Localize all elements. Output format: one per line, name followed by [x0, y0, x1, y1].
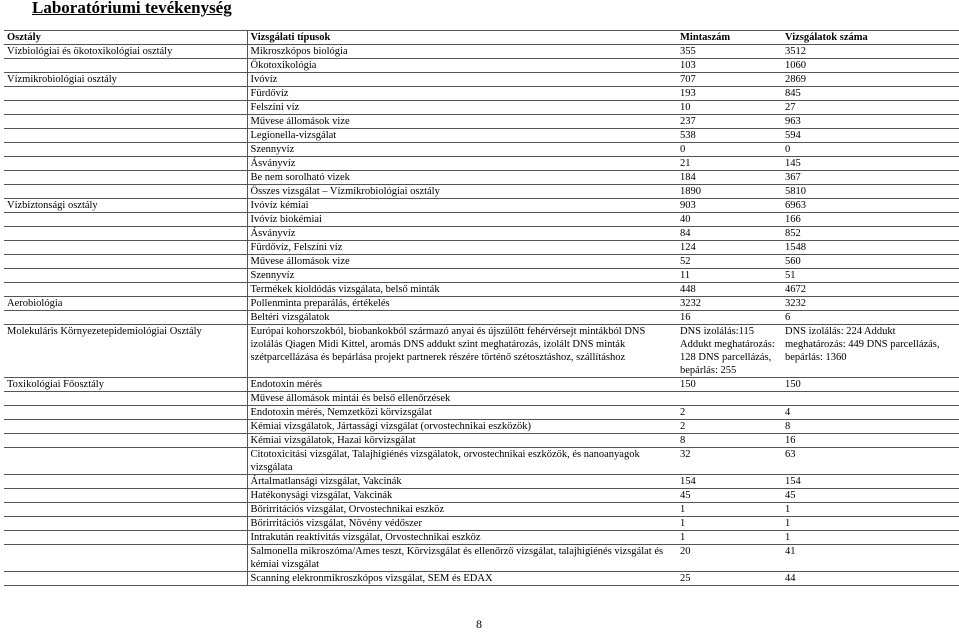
- test-type-cell: Scanning elekronmikroszkópos vizsgálat, SEM és EDAX: [247, 572, 677, 586]
- column-header-department: Osztály: [4, 31, 247, 45]
- test-count-cell: 27: [782, 101, 959, 115]
- test-type-cell: Művese állomások mintái és belső ellenőrzések: [247, 392, 677, 406]
- department-cell: [4, 255, 247, 269]
- test-count-cell: DNS izolálás: 224 Addukt meghatározás: 449 DNS parcellázás, bepárlás: 1360: [782, 325, 959, 378]
- test-type-cell: Beltéri vizsgálatok: [247, 311, 677, 325]
- test-type-cell: Felszíni víz: [247, 101, 677, 115]
- test-count-cell: 1548: [782, 241, 959, 255]
- department-cell: [4, 115, 247, 129]
- table-row: [4, 129, 959, 143]
- department-cell: [4, 171, 247, 185]
- table-row: [4, 572, 959, 586]
- test-type-cell: Citotoxicitási vizsgálat, Talajhigiénés vizsgálatok, orvostechnikai eszközök, és nanoanyagok vizsgálata: [247, 448, 677, 475]
- test-count-cell: 1060: [782, 59, 959, 73]
- table-row: [4, 434, 959, 448]
- department-cell: [4, 311, 247, 325]
- test-count-cell: 0: [782, 143, 959, 157]
- test-count-cell: 367: [782, 171, 959, 185]
- column-header-test-type: Vizsgálati típusok: [247, 31, 677, 45]
- sample-count-cell: 538: [677, 129, 782, 143]
- table-row: [4, 199, 959, 213]
- test-type-cell: Európai kohorszokból, biobankokból származó anyai és újszülött fehérvérsejt mintákból DNS izolálás Qiagen Midi Kittel, aromás DNS addukt szint meghatározás, izolált DNS minták szétparcellázása és bepárlása projekt partnerek részére történő szétosztáshoz, szállításhoz: [247, 325, 677, 378]
- test-count-cell: 150: [782, 378, 959, 392]
- test-count-cell: 852: [782, 227, 959, 241]
- sample-count-cell: 103: [677, 59, 782, 73]
- sample-count-cell: 1890: [677, 185, 782, 199]
- table-row: [4, 406, 959, 420]
- department-cell: [4, 241, 247, 255]
- test-count-cell: 560: [782, 255, 959, 269]
- sample-count-cell: 1: [677, 517, 782, 531]
- page-number: 8: [476, 617, 482, 631]
- sample-count-cell: 11: [677, 269, 782, 283]
- sample-count-cell: 193: [677, 87, 782, 101]
- test-count-cell: 1: [782, 531, 959, 545]
- sample-count-cell: 1: [677, 503, 782, 517]
- sample-count-cell: 355: [677, 45, 782, 59]
- table-row: [4, 213, 959, 227]
- test-count-cell: 594: [782, 129, 959, 143]
- department-cell: [4, 448, 247, 475]
- department-cell: [4, 475, 247, 489]
- test-count-cell: 1: [782, 517, 959, 531]
- test-type-cell: Fürdővíz: [247, 87, 677, 101]
- test-type-cell: Szennyvíz: [247, 269, 677, 283]
- test-type-cell: Pollenminta preparálás, értékelés: [247, 297, 677, 311]
- table-row: [4, 171, 959, 185]
- table-row: [4, 503, 959, 517]
- table-row: [4, 143, 959, 157]
- table-row: [4, 269, 959, 283]
- department-cell: Vízbiológiai és ökotoxikológiai osztály: [4, 45, 247, 59]
- sample-count-cell: 1: [677, 531, 782, 545]
- sample-count-cell: 124: [677, 241, 782, 255]
- table-row: [4, 531, 959, 545]
- test-count-cell: 1: [782, 503, 959, 517]
- department-cell: [4, 420, 247, 434]
- department-cell: [4, 392, 247, 406]
- table-header-row: [4, 31, 959, 45]
- table-row: [4, 185, 959, 199]
- department-cell: [4, 283, 247, 297]
- test-type-cell: Ásványvíz: [247, 157, 677, 171]
- table-row: [4, 392, 959, 406]
- test-type-cell: Ökotoxikológia: [247, 59, 677, 73]
- sample-count-cell: 707: [677, 73, 782, 87]
- test-type-cell: Ivóvíz: [247, 73, 677, 87]
- department-cell: Toxikológiai Főosztály: [4, 378, 247, 392]
- test-count-cell: 145: [782, 157, 959, 171]
- test-type-cell: Művese állomások vize: [247, 255, 677, 269]
- sample-count-cell: 2: [677, 420, 782, 434]
- test-count-cell: 41: [782, 545, 959, 572]
- table-row: [4, 255, 959, 269]
- table-row: [4, 241, 959, 255]
- test-count-cell: 3232: [782, 297, 959, 311]
- department-cell: [4, 129, 247, 143]
- table-row: [4, 283, 959, 297]
- table-row: [4, 448, 959, 475]
- test-type-cell: Termékek kioldódás vizsgálata, belső minták: [247, 283, 677, 297]
- test-type-cell: Endotoxin mérés: [247, 378, 677, 392]
- department-cell: [4, 143, 247, 157]
- table-row: [4, 489, 959, 503]
- sample-count-cell: 150: [677, 378, 782, 392]
- test-count-cell: 4672: [782, 283, 959, 297]
- test-count-cell: [782, 392, 959, 406]
- table-row: [4, 45, 959, 59]
- test-count-cell: 4: [782, 406, 959, 420]
- table-row: [4, 73, 959, 87]
- test-count-cell: 51: [782, 269, 959, 283]
- sample-count-cell: 154: [677, 475, 782, 489]
- sample-count-cell: 52: [677, 255, 782, 269]
- sample-count-cell: 0: [677, 143, 782, 157]
- sample-count-cell: 20: [677, 545, 782, 572]
- test-count-cell: 5810: [782, 185, 959, 199]
- test-type-cell: Bőrirritációs vizsgálat, Orvostechnikai eszköz: [247, 503, 677, 517]
- test-type-cell: Salmonella mikroszóma/Ames teszt, Körvizsgálat és ellenőrző vizsgálat, talajhigiénés vizsgálat és kémiai vizsgálat: [247, 545, 677, 572]
- department-cell: [4, 87, 247, 101]
- test-count-cell: 845: [782, 87, 959, 101]
- department-cell: [4, 185, 247, 199]
- department-cell: [4, 157, 247, 171]
- sample-count-cell: 10: [677, 101, 782, 115]
- test-type-cell: Intrakután reaktivitás vizsgálat, Orvostechnikai eszköz: [247, 531, 677, 545]
- sample-count-cell: [677, 392, 782, 406]
- lab-activity-table: [4, 30, 959, 586]
- test-type-cell: Legionella-vizsgálat: [247, 129, 677, 143]
- test-type-cell: Ártalmatlansági vizsgálat, Vakcinák: [247, 475, 677, 489]
- table-row: [4, 378, 959, 392]
- test-type-cell: Kémiai vizsgálatok, Hazai körvizsgálat: [247, 434, 677, 448]
- department-cell: [4, 434, 247, 448]
- table-row: [4, 420, 959, 434]
- test-count-cell: 963: [782, 115, 959, 129]
- sample-count-cell: DNS izolálás:115 Addukt meghatározás: 128 DNS parcellázás, bepárlás: 255: [677, 325, 782, 378]
- test-count-cell: 166: [782, 213, 959, 227]
- test-count-cell: 6: [782, 311, 959, 325]
- test-type-cell: Ivóvíz biokémiai: [247, 213, 677, 227]
- table-row: [4, 325, 959, 378]
- department-cell: [4, 517, 247, 531]
- department-cell: [4, 59, 247, 73]
- sample-count-cell: 184: [677, 171, 782, 185]
- test-type-cell: Bőrirritációs vizsgálat, Növény védőszer: [247, 517, 677, 531]
- test-type-cell: Endotoxin mérés, Nemzetközi körvizsgálat: [247, 406, 677, 420]
- test-type-cell: Kémiai vizsgálatok, Jártassági vizsgálat (orvostechnikai eszközök): [247, 420, 677, 434]
- department-cell: [4, 489, 247, 503]
- sample-count-cell: 21: [677, 157, 782, 171]
- table-row: [4, 297, 959, 311]
- page-title: Laboratóriumi tevékenység: [32, 0, 232, 17]
- test-count-cell: 44: [782, 572, 959, 586]
- table-row: [4, 517, 959, 531]
- department-cell: [4, 545, 247, 572]
- test-count-cell: 154: [782, 475, 959, 489]
- department-cell: Vízmikrobiológiai osztály: [4, 73, 247, 87]
- sample-count-cell: 84: [677, 227, 782, 241]
- table-row: [4, 545, 959, 572]
- test-count-cell: 2869: [782, 73, 959, 87]
- department-cell: [4, 572, 247, 586]
- department-cell: [4, 503, 247, 517]
- test-count-cell: 6963: [782, 199, 959, 213]
- test-count-cell: 63: [782, 448, 959, 475]
- department-cell: Aerobiológia: [4, 297, 247, 311]
- test-type-cell: Ivóvíz kémiai: [247, 199, 677, 213]
- sample-count-cell: 25: [677, 572, 782, 586]
- table-row: [4, 311, 959, 325]
- test-type-cell: Be nem sorolható vizek: [247, 171, 677, 185]
- department-cell: [4, 227, 247, 241]
- department-cell: Molekuláris Környezetepidemiológiai Osztály: [4, 325, 247, 378]
- test-type-cell: Szennyvíz: [247, 143, 677, 157]
- test-count-cell: 16: [782, 434, 959, 448]
- column-header-sample-count: Mintaszám: [677, 31, 782, 45]
- test-type-cell: Művese állomások vize: [247, 115, 677, 129]
- table-row: [4, 115, 959, 129]
- department-cell: Vízbiztonsági osztály: [4, 199, 247, 213]
- sample-count-cell: 8: [677, 434, 782, 448]
- test-count-cell: 45: [782, 489, 959, 503]
- test-type-cell: Ásványvíz: [247, 227, 677, 241]
- department-cell: [4, 531, 247, 545]
- column-header-test-count: Vizsgálatok száma: [782, 31, 959, 45]
- table-row: [4, 101, 959, 115]
- sample-count-cell: 3232: [677, 297, 782, 311]
- department-cell: [4, 269, 247, 283]
- test-type-cell: Mikroszkópos biológia: [247, 45, 677, 59]
- test-type-cell: Fürdővíz, Felszíni víz: [247, 241, 677, 255]
- department-cell: [4, 406, 247, 420]
- test-type-cell: Hatékonysági vizsgálat, Vakcinák: [247, 489, 677, 503]
- sample-count-cell: 237: [677, 115, 782, 129]
- table-row: [4, 227, 959, 241]
- table-row: [4, 475, 959, 489]
- department-cell: [4, 213, 247, 227]
- table-row: [4, 59, 959, 73]
- table-row: [4, 87, 959, 101]
- sample-count-cell: 16: [677, 311, 782, 325]
- sample-count-cell: 45: [677, 489, 782, 503]
- test-count-cell: 8: [782, 420, 959, 434]
- department-cell: [4, 101, 247, 115]
- sample-count-cell: 32: [677, 448, 782, 475]
- test-count-cell: 3512: [782, 45, 959, 59]
- sample-count-cell: 903: [677, 199, 782, 213]
- sample-count-cell: 2: [677, 406, 782, 420]
- table-row: [4, 157, 959, 171]
- sample-count-cell: 448: [677, 283, 782, 297]
- sample-count-cell: 40: [677, 213, 782, 227]
- test-type-cell: Összes vizsgálat – Vízmikrobiológiai osztály: [247, 185, 677, 199]
